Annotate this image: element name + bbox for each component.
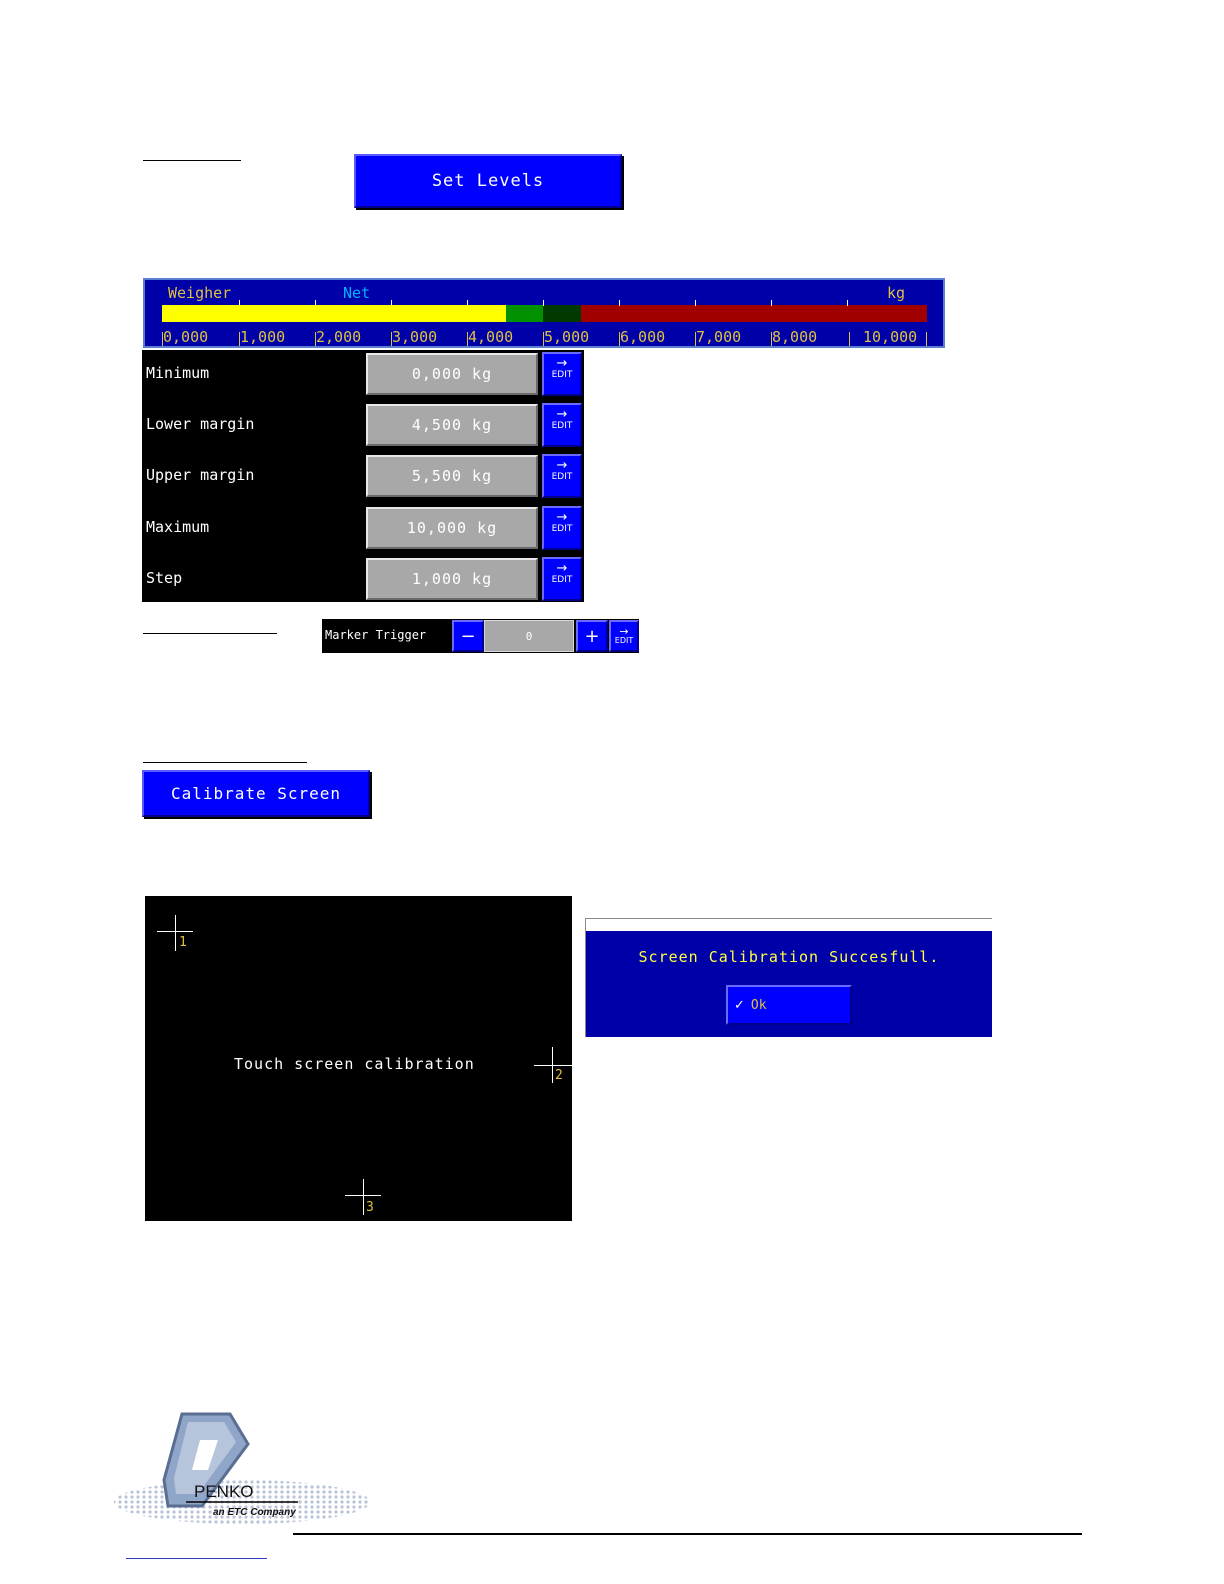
- arrow-right-icon: →: [556, 356, 568, 371]
- bar-tick-label: 7,000: [696, 328, 742, 346]
- bar-top-tick: [847, 300, 848, 306]
- bar-title: Weigher: [168, 284, 232, 302]
- logo-tagline: an ETC Company: [213, 1507, 296, 1518]
- crosshair-3-v[interactable]: [363, 1179, 364, 1215]
- edit-label: EDIT: [551, 472, 573, 482]
- bar-top-tick: [315, 300, 316, 306]
- bar-tick-label: 1,000: [240, 328, 286, 346]
- level-row-upper-margin: [142, 452, 584, 500]
- edit-button[interactable]: [542, 403, 582, 447]
- increment-button[interactable]: [576, 620, 608, 652]
- marker-trigger-control: [322, 619, 639, 653]
- bar-mode: Net: [343, 284, 371, 302]
- crosshair-2-h: [534, 1065, 572, 1066]
- dialog-body: [586, 931, 992, 1037]
- level-label: Lower margin: [146, 415, 255, 433]
- bar-segment-yellow: [162, 305, 506, 322]
- set-levels-label: Set Levels: [431, 171, 545, 191]
- bar-tick-label: 8,000: [772, 328, 818, 346]
- level-row-lower-margin: [142, 401, 584, 449]
- set-levels-button[interactable]: [354, 154, 622, 208]
- edit-label: EDIT: [551, 575, 573, 585]
- bar-top-tick: [467, 300, 468, 306]
- edit-button[interactable]: [542, 352, 582, 396]
- edit-label: EDIT: [614, 636, 634, 645]
- penko-logo: [112, 1410, 372, 1550]
- ok-button[interactable]: [726, 985, 852, 1025]
- footer-rule: [293, 1533, 1082, 1535]
- minus-icon: −: [460, 625, 476, 647]
- bar-tick: [849, 332, 850, 346]
- edit-button[interactable]: [542, 506, 582, 550]
- level-value-field[interactable]: 4,500 kg: [366, 404, 538, 446]
- bar-tick-label: 4,000: [468, 328, 514, 346]
- level-label: Minimum: [146, 364, 210, 382]
- marker-trigger-value[interactable]: 0: [484, 620, 574, 652]
- edit-label: EDIT: [551, 370, 573, 380]
- level-row-maximum: [142, 504, 584, 552]
- bar-tick-label: 3,000: [392, 328, 438, 346]
- bar-tick-label: 6,000: [620, 328, 666, 346]
- arrow-right-icon: →: [556, 510, 568, 525]
- decrement-button[interactable]: [452, 620, 484, 652]
- bar-top-tick: [239, 300, 240, 306]
- level-row-minimum: [142, 350, 584, 398]
- crosshair-3-number: 3: [366, 1200, 374, 1215]
- calibration-instruction: Touch screen calibration: [234, 1055, 475, 1073]
- level-value-field[interactable]: 0,000 kg: [366, 353, 538, 395]
- bar-unit: kg: [887, 284, 906, 302]
- crosshair-1-v[interactable]: [175, 915, 176, 951]
- dialog-message: Screen Calibration Succesfull.: [638, 948, 940, 966]
- logo-brand: PENKO: [194, 1482, 254, 1501]
- level-label: Step: [146, 569, 183, 587]
- arrow-right-icon: →: [556, 407, 568, 422]
- edit-label: EDIT: [551, 524, 573, 534]
- edit-label: EDIT: [551, 421, 573, 431]
- arrow-right-icon: →: [556, 561, 568, 576]
- heading-underline-3: [143, 762, 307, 763]
- arrow-right-icon: →: [619, 625, 629, 638]
- crosshair-1-number: 1: [179, 935, 187, 950]
- level-value-field[interactable]: 5,500 kg: [366, 455, 538, 497]
- calibrate-screen-label: Calibrate Screen: [170, 784, 342, 803]
- heading-underline-2: [143, 633, 277, 634]
- bar-top-tick: [543, 300, 544, 306]
- marker-edit-button[interactable]: [609, 620, 639, 652]
- calibration-screen: [145, 896, 572, 1221]
- bar-top-tick: [391, 300, 392, 306]
- bar-segment-green: [506, 305, 543, 322]
- bar-tick-label: 5,000: [544, 328, 590, 346]
- level-value-field[interactable]: 10,000 kg: [366, 507, 538, 549]
- edit-button[interactable]: [542, 557, 582, 601]
- edit-button[interactable]: [542, 454, 582, 498]
- bar-tick-label: 2,000: [316, 328, 362, 346]
- level-label: Maximum: [146, 518, 210, 536]
- bar-segment-red: [581, 305, 927, 322]
- level-row-step: [142, 555, 584, 603]
- weigher-bar-panel: [143, 278, 945, 348]
- bar-tick-label: 0,000: [163, 328, 209, 346]
- footer-link-underline[interactable]: [126, 1558, 267, 1559]
- calibrate-screen-button[interactable]: [142, 770, 370, 817]
- arrow-right-icon: →: [556, 458, 568, 473]
- ok-label: Ok: [750, 997, 767, 1013]
- checkmark-icon: ✓: [734, 997, 745, 1013]
- bar-top-tick: [619, 300, 620, 306]
- level-label: Upper margin: [146, 466, 255, 484]
- heading-underline-1: [143, 160, 241, 161]
- bar-top-tick: [771, 300, 772, 306]
- marker-trigger-label: Marker Trigger: [325, 628, 427, 642]
- levels-panel: [142, 350, 584, 602]
- level-value-field[interactable]: 1,000 kg: [366, 558, 538, 600]
- crosshair-2-v[interactable]: [552, 1047, 553, 1083]
- calibration-success-dialog: [585, 918, 992, 1037]
- bar-tick: [926, 332, 927, 346]
- bar-segment-dark-green: [543, 305, 581, 322]
- penko-logo-mark: [112, 1410, 372, 1550]
- bar-tick-label: 10,000: [863, 328, 918, 346]
- plus-icon: +: [584, 625, 600, 647]
- bar-top-tick: [695, 300, 696, 306]
- crosshair-2-number: 2: [555, 1068, 563, 1083]
